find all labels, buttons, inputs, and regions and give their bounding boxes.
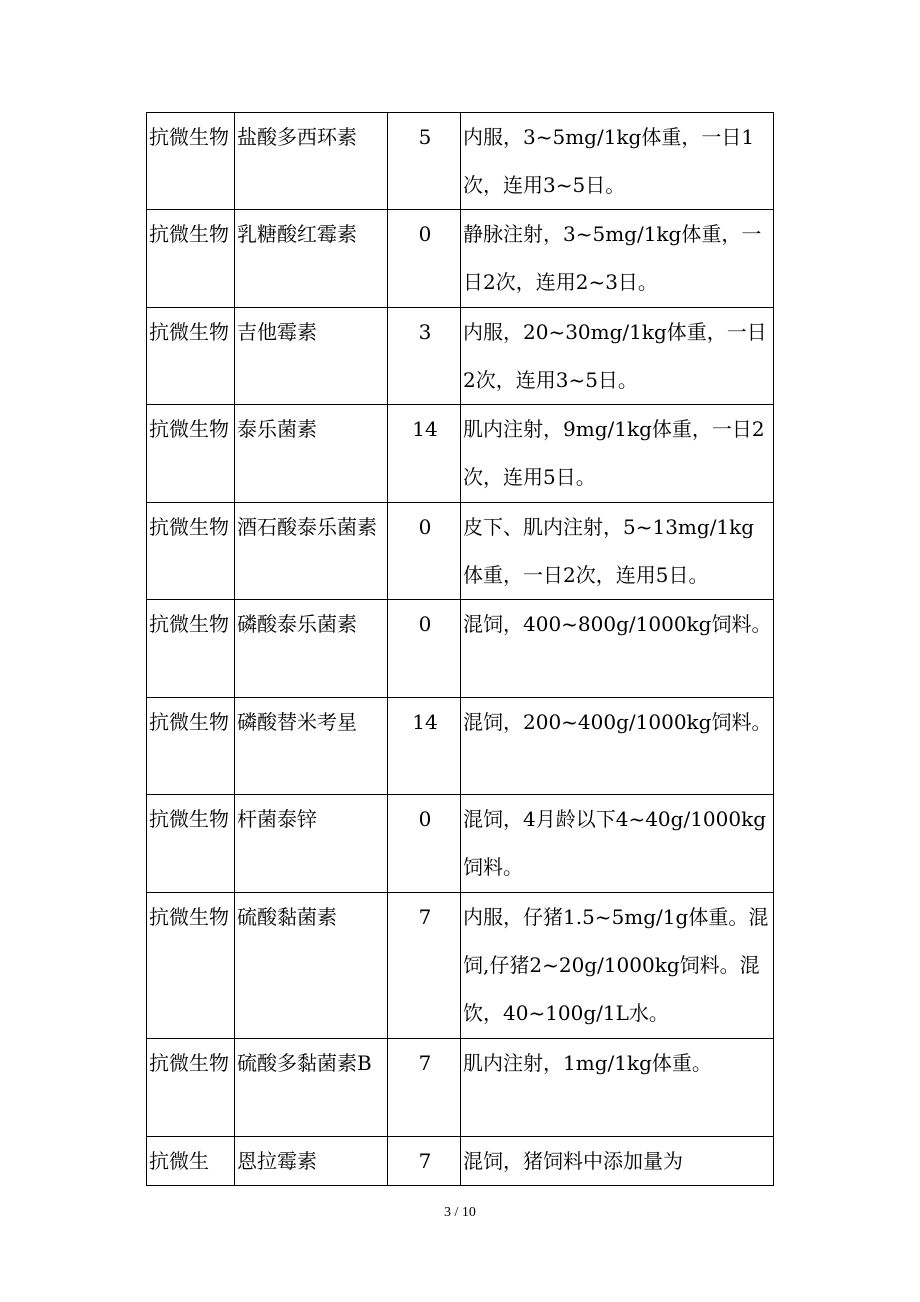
drug-name-cell: 硫酸多黏菌素B	[235, 1039, 388, 1137]
table-row	[147, 503, 774, 600]
table-row	[147, 893, 774, 1039]
usage-cell: 皮下、肌内注射，5~13mg/1kg体重，一日2次，连用5日。	[461, 503, 774, 600]
withdrawal-days-cell: 7	[388, 893, 461, 1039]
category-cell: 抗微生物	[147, 308, 235, 405]
usage-cell: 肌内注射，1mg/1kg体重。	[461, 1039, 774, 1137]
drug-withdrawal-table	[146, 112, 774, 1186]
drug-name-cell: 磷酸泰乐菌素	[235, 600, 388, 698]
usage-cell: 混饲，400~800g/1000kg饲料。	[461, 600, 774, 698]
drug-name-cell: 杆菌泰锌	[235, 795, 388, 893]
withdrawal-days-cell: 14	[388, 405, 461, 503]
table-row	[147, 1039, 774, 1137]
usage-cell: 混饲，4月龄以下4~40g/1000kg饲料。	[461, 795, 774, 893]
usage-cell: 混饲，200~400g/1000kg饲料。	[461, 698, 774, 795]
table-row	[147, 795, 774, 893]
usage-cell: 静脉注射，3~5mg/1kg体重，一日2次，连用2~3日。	[461, 210, 774, 308]
drug-name-cell: 盐酸多西环素	[235, 113, 388, 210]
category-cell: 抗微生物	[147, 698, 235, 795]
category-cell: 抗微生物	[147, 893, 235, 1039]
usage-cell: 内服，20~30mg/1kg体重，一日2次，连用3~5日。	[461, 308, 774, 405]
drug-name-cell: 磷酸替米考星	[235, 698, 388, 795]
table-row	[147, 405, 774, 503]
table-row	[147, 698, 774, 795]
drug-name-cell: 酒石酸泰乐菌素	[235, 503, 388, 600]
withdrawal-days-cell: 0	[388, 210, 461, 308]
category-cell: 抗微生物	[147, 210, 235, 308]
drug-name-cell: 恩拉霉素	[235, 1137, 388, 1186]
table-row	[147, 308, 774, 405]
withdrawal-days-cell: 14	[388, 698, 461, 795]
table-row	[147, 210, 774, 308]
withdrawal-days-cell: 3	[388, 308, 461, 405]
usage-cell: 内服，3~5mg/1kg体重，一日1次，连用3~5日。	[461, 113, 774, 210]
category-cell: 抗微生物	[147, 795, 235, 893]
usage-cell: 内服，仔猪1.5~5mg/1g体重。混饲,仔猪2~20g/1000kg饲料。混饮，40~100g/1L水。	[461, 893, 774, 1039]
category-cell: 抗微生物	[147, 113, 235, 210]
table-row	[147, 1137, 774, 1186]
usage-cell: 混饲，猪饲料中添加量为	[461, 1137, 774, 1186]
category-cell: 抗微生物	[147, 405, 235, 503]
drug-name-cell: 乳糖酸红霉素	[235, 210, 388, 308]
withdrawal-days-cell: 0	[388, 503, 461, 600]
withdrawal-days-cell: 7	[388, 1137, 461, 1186]
category-cell: 抗微生物	[147, 1039, 235, 1137]
category-cell: 抗微生	[147, 1137, 235, 1186]
withdrawal-days-cell: 5	[388, 113, 461, 210]
withdrawal-days-cell: 0	[388, 795, 461, 893]
page-number: 3 / 10	[444, 1205, 476, 1220]
withdrawal-days-cell: 0	[388, 600, 461, 698]
usage-cell: 肌内注射，9mg/1kg体重，一日2次，连用5日。	[461, 405, 774, 503]
category-cell: 抗微生物	[147, 600, 235, 698]
category-cell: 抗微生物	[147, 503, 235, 600]
withdrawal-days-cell: 7	[388, 1039, 461, 1137]
drug-name-cell: 硫酸黏菌素	[235, 893, 388, 1039]
drug-name-cell: 吉他霉素	[235, 308, 388, 405]
table-row	[147, 113, 774, 210]
drug-name-cell: 泰乐菌素	[235, 405, 388, 503]
table-row	[147, 600, 774, 698]
